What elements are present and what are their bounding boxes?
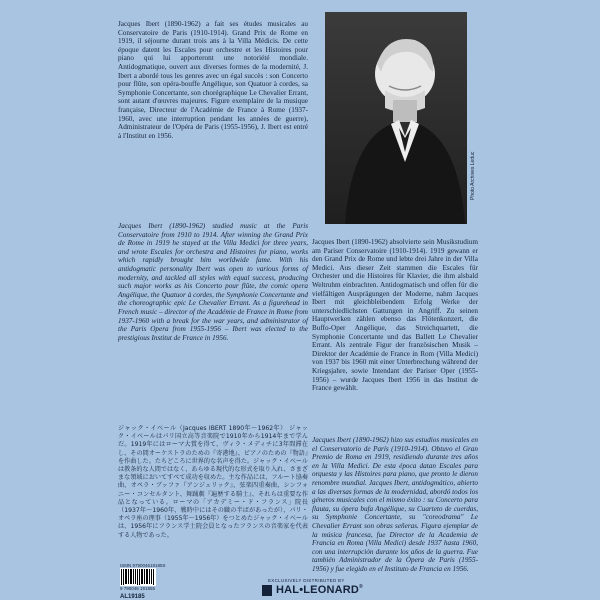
distributor-line: EXCLUSIVELY DISTRIBUTED BY xyxy=(268,578,345,583)
portrait-photo xyxy=(325,12,467,224)
hal-leonard-logo xyxy=(262,584,382,598)
portrait-illustration xyxy=(325,12,467,224)
publisher-name xyxy=(276,584,363,596)
biography-german xyxy=(312,238,478,399)
french-paragraph: Jacques Ibert (1890-1962) a fait ses études musicales au Conservatoire de Paris (1910-1914). Grand Prix de Rome en 1919, il séjourne durant trois ans à la Villa Médicis. De cette époque datent les Escales pour orchestre et les Histoires pour piano qui lui apporteront une notoriété mondiale. Antidogmatique, ouvert aux diverses formes de la modernité, J. Ibert a abordé tous les genres avec un égal succès : son Concerto pour flûte, son opéra-bouffe Angélique, son Quatuor à cordes, sa Symphonie Concertante, son chorégraphique Le Chevalier Errant, sont autant d'œuvres majeures. Figure exemplaire de la musique française, Directeur de l'Académie de France à Rome (1937-1960, avec une interruption pendant les années de guerre), Administrateur de l'Opéra de Paris (1955-1956), J. Ibert est entré à l'Institut en 1956. xyxy=(118,20,309,140)
photo-credit: Photo Archives Leduc xyxy=(470,151,476,200)
biography-english xyxy=(118,222,308,348)
spanish-paragraph: Jacques Ibert (1890-1962) hizo sus estudios musicales en el Conservatorio de París (1910-1914). Obtuvo el Gran Premio de Roma en 1919, residiendo durante tres años en la Villa Medici. De esta época datan Escales para orquesta y las Histoires para piano, que pronto le dieron renombre mundial. Jacques Ibert, antidogmático, abierto a las diversas formas de la modernidad, abordó todos los géneros musicales con el mismo éxito : su Concerto para flauta, su ópera bufa Angélique, su Cuarteto de cuerdas, su Symphonie Concertante, su "coreodrama" Le Chevalier Errant son obras señeras. Figura ejemplar de la música francesa, fue Director de la Academia de Francia en Roma (Villa Medici) desde 1937 hasta 1960, con una interrupción durante los años de la guerra. Fue también Administrador de la Ópera de Paris (1955-1956) y fue elegido en el Instituto de Francia en 1956. xyxy=(312,436,478,573)
ismn-label: ISMN 979004619185S xyxy=(120,563,166,568)
barcode-number: 9 790046 191855 xyxy=(120,586,156,591)
german-paragraph: Jacques Ibert (1890-1962) absolvierte sein Musikstudium am Pariser Conservatoire (1910-1914). 1919 gewann er den Grand Prix de Rome und lebte drei Jahre in der Villa Medici. Aus dieser Zeit stammen die Escales für Orchester und die Histoires für Klavier, die ihm alsbald Weltruhm einbrachten. Antidogmatisch und offen für die vielfältigen Ausprägungen der Moderne, nahm Jacques Ibert mit gleichbleibendem Erfolg Werke der unterschiedlichsten Gattungen in Angriff. Zu seinen Hauptwerken zählen ebenso das Flötenkonzert, die Buffo-Oper Angélique, das Streichquartett, die Symphonie Concertante und das Ballett Le Chevalier Errant. Als zentrale Figur der französischen Musik – Direktor der Académie de France in Rom (Villa Medici) von 1937 bis 1960 mit einer Unterbrechung während der Kriegsjahre, sowie Intendant der Pariser Oper (1955-1956) – wurde Jacques Ibert 1956 in das Institut de France gewählt. xyxy=(312,238,478,393)
barcode xyxy=(120,568,156,586)
english-paragraph: Jacques Ibert (1890-1962) studied music at the Paris Conservatoire from 1910 to 1914. After winning the Grand Prix de Rome in 1919 he stayed at the Villa Medici for three years, and wrote Escales for orchestra and Histoires for piano, works which rapidly brought him worldwide fame. With his antidogmatic personality Ibert was open to various forms of modernity, and tackled all styles with equal success, producing such major works as his Concerto pour flûte, the comic opera Angélique, the Quatuor à cordes, the Symphonie Concertante and the choreographic epic Le Chevalier Errant. As a figurehead in French music – director of the Académie de France in Rome from 1937-1960 with a break for the war years, and administrator of the Paris Opera from 1955-1956 – Ibert was elected to the prestigious Institut de France in 1956. xyxy=(118,222,308,342)
publisher-trademark: ® xyxy=(359,584,363,590)
barcode-bars xyxy=(120,568,156,586)
publisher-name-text: HAL•LEONARD xyxy=(276,584,360,596)
catalog-code: AL19185 xyxy=(120,594,145,600)
biography-french xyxy=(118,20,308,146)
biography-japanese xyxy=(118,425,308,546)
logo-mark-icon xyxy=(262,585,272,596)
japanese-paragraph: ジャック・イベール（Jacques IBERT 1890年～1962年） ジャック・イベールはパリ国立高等音楽院で1910年から1914年まで学んだ。1919年にはローマ大賞を得て、ヴィラ・メディチに3年間滞在し、その間オーケストラのための『寄港地』、ピアノのための『物語』を作曲した。たちどころに世界的な名声を得た。ジャック・イベールは教条的な人間ではなく、あらゆる現代的な形式を取り入れ、さまざまな領域においてすべて成功を収めた。主な作品には、フルート協奏曲、オペラ・ブッファ『アンジェリック』、弦楽四重奏曲、シンフォニー・コンセルタント、舞踊劇『遍歴する騎士』、それらは重要な作品となっている。ローマの「アカデミー・ド・フランス」院長（1937年～1960年、戦時中にはその職の半ばがあったが）、パリ・オペラ座の理事（1955年～1956年）をつとめたジャック・イベールは、1956年にフランス学士院会員となったフランスの音楽家を代表する人物であった。 xyxy=(118,425,308,539)
biography-spanish xyxy=(312,436,478,580)
